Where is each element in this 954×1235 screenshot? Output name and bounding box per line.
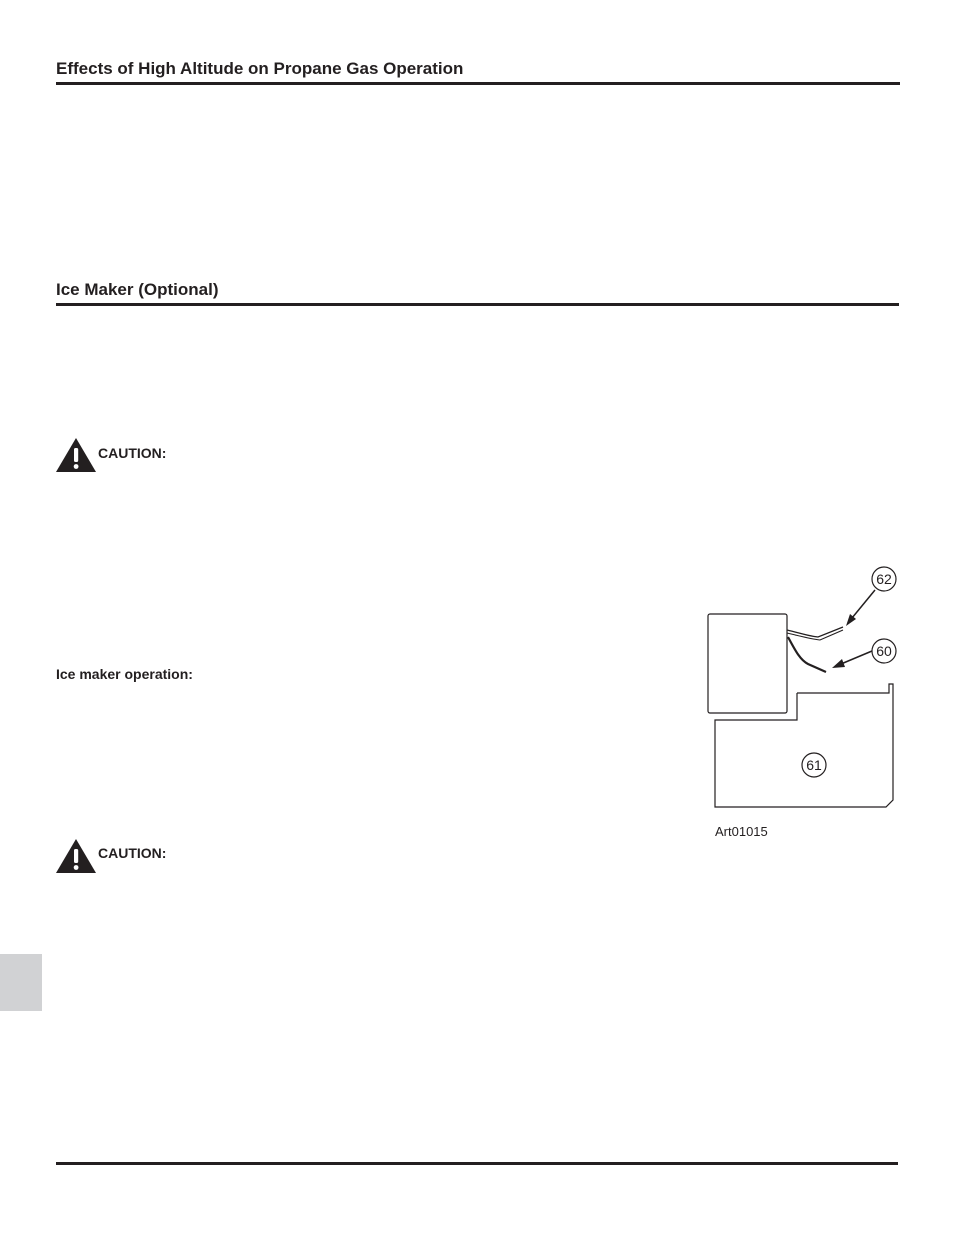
callout-60	[872, 639, 896, 663]
ice-maker-operation-heading: Ice maker operation:	[56, 666, 193, 682]
ice-maker-diagram	[700, 560, 910, 815]
footer-rule	[56, 1162, 898, 1165]
ice-maker-control-unit	[708, 614, 787, 713]
page-tab	[0, 954, 42, 1011]
section-rule	[56, 82, 900, 85]
callout-60-label: 60	[876, 643, 892, 659]
callout-61-label: 61	[806, 757, 822, 773]
section-rule	[56, 303, 899, 306]
callout-62	[872, 567, 896, 591]
caution-label: CAUTION:	[98, 445, 167, 461]
warning-triangle-icon	[55, 437, 97, 473]
section-heading-high-altitude: Effects of High Altitude on Propane Gas Operation	[56, 59, 464, 78]
callout-62-label: 62	[876, 571, 892, 587]
shut-off-arm	[788, 637, 826, 672]
warning-triangle-icon	[55, 838, 97, 874]
callout-61	[802, 753, 826, 777]
art-code: Art01015	[715, 824, 768, 839]
caution-label: CAUTION:	[98, 845, 167, 861]
section-heading-ice-maker: Ice Maker (Optional)	[56, 280, 219, 299]
